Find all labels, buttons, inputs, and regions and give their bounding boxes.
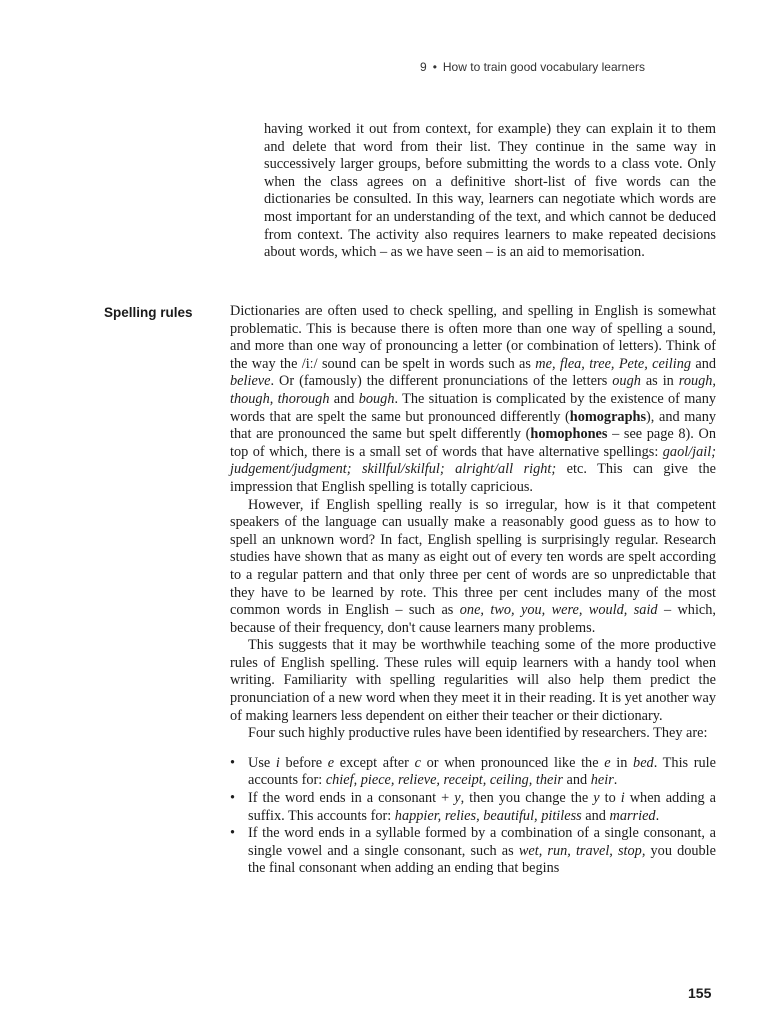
example-letter: c (414, 754, 421, 771)
continued-paragraph: having worked it out from context, for example) they can explain it to them and delete that word from their list. They continue in the same way in successively larger groups, before submitting the words to a class vote. Only when the class agrees on a definitive short-list of five words can the dictionaries be consulted. In this way, learners can negotiate which words are most important for an understanding of the text, and which cannot be deduced from context. The activity also requires learners to make repeated decisions about words, which – as we have seen – is an aid to memorisation. (264, 121, 716, 261)
rule-item (230, 825, 716, 878)
term-homophones: homophones (530, 426, 608, 443)
text-run: etc. This can give the impression that English spelling is totally capricious. (230, 461, 716, 495)
text-run: in (610, 754, 634, 771)
text-run: and (691, 355, 717, 372)
example-words: one, two, you, were, would, said (459, 602, 658, 619)
text-run: and (329, 390, 359, 407)
example-letter: e (327, 754, 335, 771)
running-header (420, 60, 720, 74)
text-run: ), and many that are pronounced the same but spelt differently ( (230, 408, 717, 443)
example-words: gaol/jail; judgement/judgment; skillful/skilful; alright/all right; (230, 443, 716, 478)
example-words: believe (230, 373, 271, 390)
bullet-separator: • (432, 60, 437, 74)
text-run: Dictionaries are often used to check spelling, and spelling in English is somewhat problematic. This is because there is often more than one way of spelling a sound, and more than one way of pronouncing a letter (or combination of letters). Think of the way the /iː/ sound can be spelt in words such as (230, 303, 716, 372)
example-words: rough, though, thorough (230, 373, 716, 407)
example-words: me, flea, tree, Pete, ceiling (535, 355, 692, 372)
text-run: If the word ends in a consonant + (248, 790, 455, 807)
text-run: when adding a suffix. This accounts for: (248, 790, 716, 824)
example-letter: i (275, 754, 280, 771)
text-run: to (599, 790, 621, 807)
text-run: However, if English spelling really is so irregular, how is it that competent speakers of the language can usually make a reasonably good guess as to how to spell an unknown word? In fact, English spelling is surprisingly regular. Research studies have shown that as many as eight out of every ten words are spelt according to a regular pattern and that only three per cent of words are so unpredictable that they have to be learned by rote. This three per cent includes many of the most common words in English – such as (230, 496, 716, 619)
chapter-number: 9 (420, 60, 427, 74)
paragraph-4: Four such highly productive rules have been identified by researchers. They are: (248, 725, 708, 742)
example-words: ough (612, 373, 641, 390)
rule-item (230, 790, 716, 825)
paragraph-3: This suggests that it may be worthwhile teaching some of the more productive rules of English spelling. These rules will equip learners with a handy tool when writing. Familiarity with spelling regularities will also help them predict the pronunciation of a new word when they meet it in their reading. It is yet another way of making learners less dependent on either their teacher or their dictionary. (230, 637, 716, 724)
text-run: . Or (famously) the different pronunciations of the letters (270, 373, 613, 390)
text-run: you double the final consonant when adding an ending that begins (248, 842, 717, 877)
text-run: If the word ends in a syllable formed by a combination of a single consonant, a single vowel and a single consonant, such as (248, 825, 716, 859)
text-run: or when pronounced like the (420, 754, 605, 771)
section-heading: Spelling rules (104, 305, 193, 320)
text-run: and (562, 772, 591, 789)
example-words: happier, relies, beautiful, pitiless (394, 807, 582, 824)
text-run: except after (334, 754, 415, 771)
text-run: – which, because of their frequency, don't cause learners many problems. (230, 602, 716, 636)
text-run: . This rule accounts for: (248, 754, 716, 789)
example-words: bed (633, 754, 654, 771)
example-words: bough (358, 390, 395, 407)
chapter-title: How to train good vocabulary learners (442, 60, 645, 74)
example-letter: y (454, 790, 461, 807)
text-run: . (655, 807, 660, 824)
example-words: chief, piece, relieve, receipt, ceiling, their (325, 772, 563, 789)
example-letter: e (604, 754, 611, 771)
text-run: – see page 8). On top of which, there is a small set of words that have alternative spellings: (230, 426, 716, 460)
text-run: . The situation is complicated by the existence of many words that are spelt the same but pronounced differently ( (230, 390, 716, 425)
example-words: wet, run, travel, stop, (518, 842, 646, 859)
text-run: as in (640, 373, 679, 390)
section-body (230, 303, 716, 878)
rules-list (230, 755, 716, 878)
example-letter: y (593, 790, 600, 807)
page-number: 155 (688, 985, 712, 1001)
term-homographs: homographs (569, 408, 647, 425)
text-run: , then you change the (460, 790, 594, 807)
example-letter: i (620, 790, 625, 807)
paragraph-2 (230, 497, 716, 638)
text-run: and (581, 807, 610, 824)
example-words: heir (590, 772, 614, 789)
paragraph-1 (230, 303, 716, 497)
text-run: . (613, 772, 618, 789)
text-run: Use (248, 754, 276, 771)
example-words: married (609, 807, 656, 824)
rule-item (230, 755, 716, 790)
text-run: before (279, 754, 328, 771)
